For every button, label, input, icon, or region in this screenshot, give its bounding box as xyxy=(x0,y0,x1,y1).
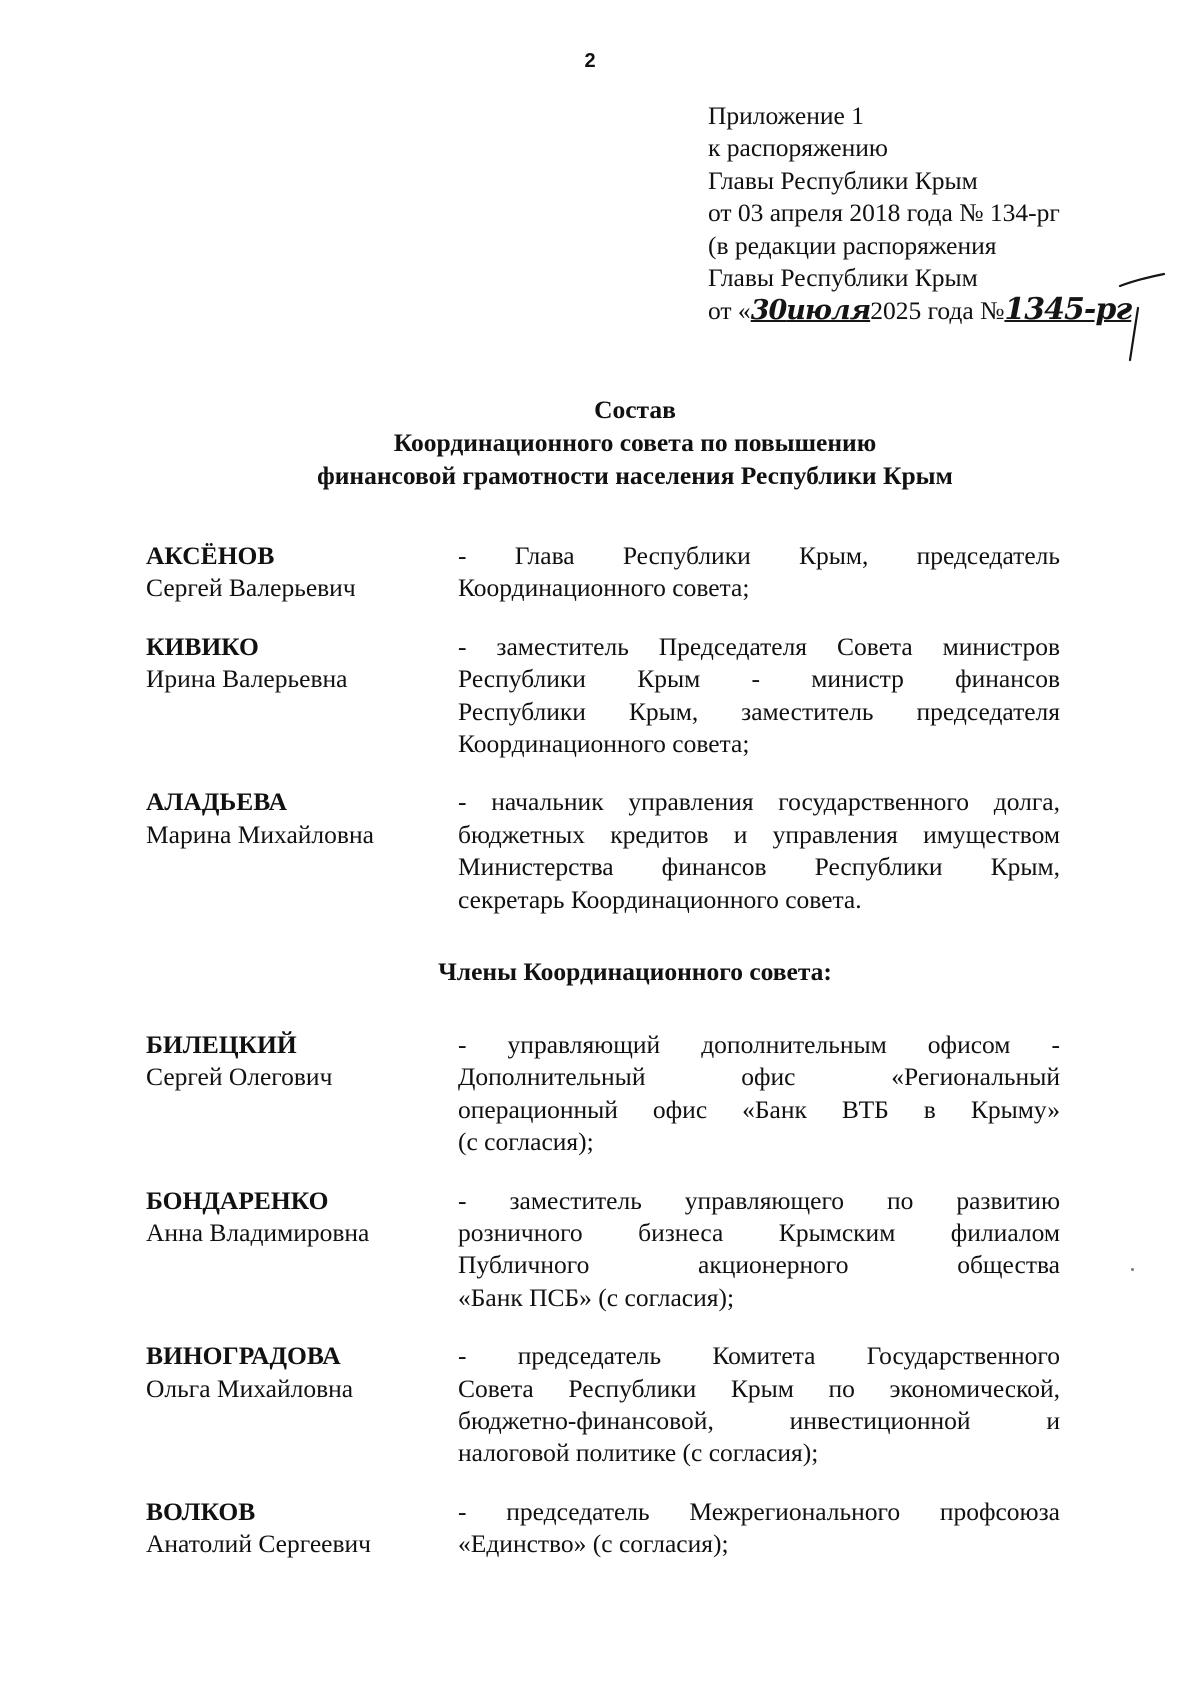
role-line: налоговой политике (с согласия); xyxy=(458,1438,819,1468)
role-line: Координационного совета; xyxy=(458,573,750,603)
members-heading: Члены Координационного совета: xyxy=(438,957,832,986)
member-name xyxy=(146,1185,458,1315)
member-name xyxy=(146,1340,458,1470)
member-name xyxy=(146,540,458,605)
member-surname: БИЛЕЦКИЙ xyxy=(146,1030,297,1059)
appendix-line: Главы Республики Крым xyxy=(708,165,978,195)
role-line: бюджетных кредитов и управления имуществом xyxy=(458,819,1060,849)
title-line-1: Состав xyxy=(594,395,676,424)
handwritten-stroke xyxy=(1108,268,1168,368)
member-role xyxy=(458,631,1060,761)
role-line: «Банк ПСБ» (с согласия); xyxy=(458,1282,735,1312)
role-line: - заместитель управляющего по развитию xyxy=(458,1185,1060,1215)
scan-speck xyxy=(1131,1268,1134,1271)
title-line-3: финансовой грамотности населения Республики Крым xyxy=(317,461,953,490)
date-year-suffix: 2025 года № xyxy=(870,296,1005,326)
role-line: Республики Крым, заместитель председателя xyxy=(458,696,1060,726)
role-line: Дополнительный офис «Региональный xyxy=(458,1062,1060,1092)
role-line: «Единство» (с согласия); xyxy=(458,1529,729,1559)
appendix-header xyxy=(708,100,1168,328)
member-surname: ВИНОГРАДОВА xyxy=(146,1341,341,1371)
member-entry xyxy=(146,540,1060,605)
role-line: Министерства финансов Республики Крым, xyxy=(458,852,1060,882)
leadership-list xyxy=(146,540,1060,916)
member-role xyxy=(458,1029,1060,1159)
member-surname: ВОЛКОВ xyxy=(146,1496,256,1526)
member-given-names: Сергей Валерьевич xyxy=(146,573,356,603)
member-given-names: Сергей Олегович xyxy=(146,1062,333,1092)
role-line: - председатель Межрегионального профсоюза xyxy=(458,1496,1060,1526)
member-name xyxy=(146,631,458,761)
role-line: Координационного совета; xyxy=(458,729,750,759)
member-entry xyxy=(146,1340,1060,1470)
member-role xyxy=(458,1496,1060,1561)
member-role xyxy=(458,1185,1060,1315)
role-line: секретарь Координационного совета. xyxy=(458,884,862,914)
page-number: 2 xyxy=(584,50,596,72)
appendix-line: от 03 апреля 2018 года № 134-рг xyxy=(708,198,1060,228)
document-title xyxy=(0,393,1200,492)
member-entry xyxy=(146,1029,1060,1159)
member-surname: АКСЁНОВ xyxy=(146,541,275,570)
member-surname: АЛАДЬЕВА xyxy=(146,787,288,817)
appendix-line: к распоряжению xyxy=(708,133,888,163)
member-given-names: Анатолий Сергеевич xyxy=(146,1529,371,1559)
member-entry xyxy=(146,631,1060,761)
member-entry xyxy=(146,1185,1060,1315)
member-given-names: Марина Михайловна xyxy=(146,819,374,849)
handwritten-order-number: 1345-рг xyxy=(1004,292,1132,328)
role-line: бюджетно-финансовой, инвестиционной и xyxy=(458,1406,1060,1436)
appendix-line: Главы Республики Крым xyxy=(708,263,978,293)
appendix-line: (в редакции распоряжения xyxy=(708,230,997,260)
role-line: - председатель Комитета Государственного xyxy=(458,1341,1060,1371)
member-given-names: Анна Владимировна xyxy=(146,1218,370,1248)
amendment-date-line xyxy=(708,294,1168,327)
date-prefix: от « xyxy=(708,296,751,326)
member-surname: БОНДАРЕНКО xyxy=(146,1185,329,1215)
member-name xyxy=(146,786,458,916)
role-line: операционный офис «Банк ВТБ в Крыму» xyxy=(458,1094,1060,1124)
member-role xyxy=(458,540,1060,605)
title-line-2: Координационного совета по повышению xyxy=(393,428,877,457)
role-line: - заместитель Председателя Совета министров xyxy=(458,631,1060,661)
handwritten-month: июля xyxy=(786,295,871,327)
member-name xyxy=(146,1029,458,1159)
role-line: розничного бизнеса Крымским филиалом xyxy=(458,1218,1060,1248)
member-entry xyxy=(146,1496,1060,1561)
role-line: - начальник управления государственного долга, xyxy=(458,787,1060,817)
member-entry xyxy=(146,786,1060,916)
member-given-names: Ольга Михайловна xyxy=(146,1373,354,1403)
member-surname: КИВИКО xyxy=(146,631,259,661)
role-line: Республики Крым - министр финансов xyxy=(458,664,1060,694)
role-line: - управляющий дополнительным офисом - xyxy=(458,1030,1060,1059)
appendix-line: Приложение 1 xyxy=(708,101,864,130)
role-line: - Глава Республики Крым, председатель xyxy=(458,541,1060,570)
role-line: Совета Республики Крым по экономической, xyxy=(458,1373,1060,1403)
role-line: Публичного акционерного общества xyxy=(458,1250,1060,1280)
member-given-names: Ирина Валерьевна xyxy=(146,664,348,694)
handwritten-day: 30 xyxy=(750,295,787,327)
member-role xyxy=(458,1340,1060,1470)
member-name xyxy=(146,1496,458,1561)
member-role xyxy=(458,786,1060,916)
role-line: (с согласия); xyxy=(458,1127,594,1157)
members-list xyxy=(146,1029,1060,1561)
